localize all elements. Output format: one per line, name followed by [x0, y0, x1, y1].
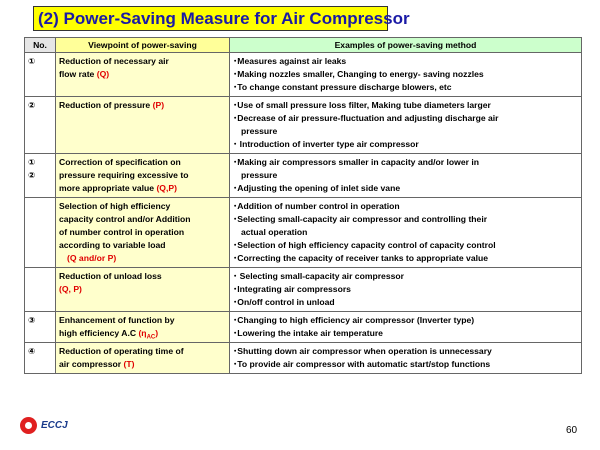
- row-viewpoint: Reduction of unload loss (Q, P): [56, 268, 230, 312]
- row-examples: ･Use of small pressure loss filter, Making tube diameters larger ･Decrease of air pressure-fluctuation and adjusting discharge air pressure ･ Introduction of inverter type air compressor: [230, 97, 582, 154]
- row-examples: ･Changing to high efficiency air compressor (Inverter type) ･Lowering the intake air temperature: [230, 312, 582, 343]
- header-viewpoint: Viewpoint of power-saving: [56, 38, 230, 53]
- row-examples: ･Making air compressors smaller in capacity and/or lower in pressure ･Adjusting the opening of inlet side vane: [230, 154, 582, 198]
- table-row: [25, 312, 582, 343]
- table-row: [25, 268, 582, 312]
- table-header-row: [25, 38, 582, 53]
- row-number: ②: [25, 97, 56, 154]
- header-no: No.: [25, 38, 56, 53]
- power-saving-table: [24, 37, 582, 374]
- table-row: [25, 53, 582, 97]
- row-examples: ･Measures against air leaks ･Making nozzles smaller, Changing to energy- saving nozzles ･To change constant pressure discharge blowers, etc: [230, 53, 582, 97]
- row-examples: ･ Selecting small-capacity air compressor ･Integrating air compressors ･On/off control in unload: [230, 268, 582, 312]
- row-viewpoint: Enhancement of function by high efficiency A.C $(\eta_{AC})$: [56, 312, 230, 343]
- row-viewpoint: Reduction of operating time of air compressor (T): [56, 343, 230, 374]
- row-examples: ･Addition of number control in operation ･Selecting small-capacity air compressor and controlling their actual operation ･Selection of high efficiency capacity control of capacity control ･Correcting the capacity of receiver tanks to appropriate value: [230, 198, 582, 268]
- row-number: ④: [25, 343, 56, 374]
- header-examples: Examples of power-saving method: [230, 38, 582, 53]
- row-viewpoint: Reduction of pressure (P): [56, 97, 230, 154]
- row-number: ①: [25, 53, 56, 97]
- row-examples: ･Shutting down air compressor when operation is unnecessary ･To provide air compressor with automatic start/stop functions: [230, 343, 582, 374]
- row-number: [25, 198, 56, 268]
- row-viewpoint: Reduction of necessary air flow rate (Q): [56, 53, 230, 97]
- page-title: (2) Power-Saving Measure for Air Compressor: [33, 6, 388, 31]
- logo-text: ECCJ: [41, 420, 68, 431]
- eccj-logo: [20, 417, 68, 434]
- table-row: [25, 343, 582, 374]
- table-row: [25, 97, 582, 154]
- table-row: [25, 154, 582, 198]
- page-number: 60: [566, 425, 578, 436]
- row-viewpoint: Correction of specification on pressure requiring excessive to more appropriate value (Q,P): [56, 154, 230, 198]
- row-number: [25, 268, 56, 312]
- eccj-logo-icon: [20, 417, 37, 434]
- table-row: [25, 198, 582, 268]
- row-number: ① ②: [25, 154, 56, 198]
- row-viewpoint: Selection of high efficiency capacity control and/or Addition of number control in operation according to variable load (Q and/or P): [56, 198, 230, 268]
- row-number: ③: [25, 312, 56, 343]
